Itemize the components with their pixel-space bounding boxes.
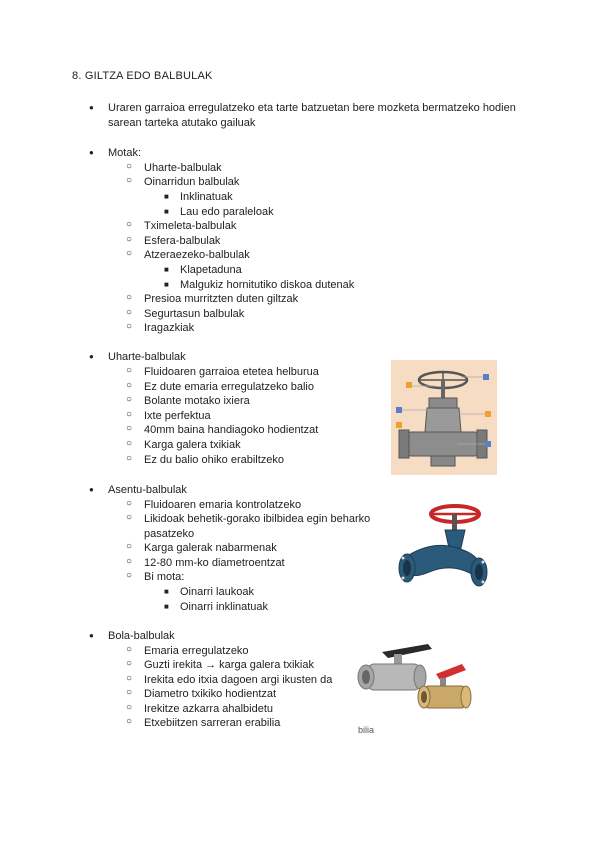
list-item: ○ Likidoak behetik-gorako ibilbidea egin beharko xyxy=(144,512,370,526)
list-item: ○ Bolante motako ixiera xyxy=(144,394,250,408)
list-item: ○ Guzti irekita → karga galera txikiak xyxy=(144,658,314,672)
list-item: ○ Fluidoaren emaria kontrolatzeko xyxy=(144,498,301,512)
list-item: ■ Klapetaduna xyxy=(180,263,242,277)
globe-valve-image xyxy=(393,496,493,594)
motak-label: ● Motak: xyxy=(108,146,141,160)
intro-line-1: ● Uraren garraioa erregulatzeko eta tarte batzuetan bere mozketa bermatzeko hodien xyxy=(108,101,516,115)
list-item: ■ Lau edo paraleloak xyxy=(180,205,274,219)
list-item: ○ Tximeleta-balbulak xyxy=(144,219,236,233)
list-item: ○ Karga galerak nabarmenak xyxy=(144,541,277,555)
list-item: ○ 12-80 mm-ko diametroentzat xyxy=(144,556,285,570)
section-title: 8. GILTZA EDO BALBULAK xyxy=(72,70,213,82)
list-item: ○ Uharte-balbulak xyxy=(144,161,222,175)
asentu-label: ● Asentu-balbulak xyxy=(108,483,187,497)
ball-valve-image xyxy=(354,636,472,724)
list-item: ○ Iragazkiak xyxy=(144,321,194,335)
list-item: ○ Esfera-balbulak xyxy=(144,234,220,248)
list-item-continuation: pasatzeko xyxy=(144,528,195,540)
list-item: ○ Fluidoaren garraioa etetea helburua xyxy=(144,365,319,379)
intro-line-2: sarean tarteka atutako gailuak xyxy=(108,117,256,129)
list-item: ■ Oinarri laukoak xyxy=(180,585,254,599)
list-item: ○ Etxebiitzen sarreran erabilia xyxy=(144,716,280,730)
list-item: ○ Emaria erregulatzeko xyxy=(144,644,249,658)
list-item: ○ Bi mota: xyxy=(144,570,184,584)
bola-label: ● Bola-balbulak xyxy=(108,629,175,643)
list-item: ○ Segurtasun balbulak xyxy=(144,307,244,321)
list-item: ○ Ez du balio ohiko erabiltzeko xyxy=(144,453,284,467)
list-item: ○ Karga galera txikiak xyxy=(144,438,241,452)
list-item: ○ Atzeraezeko-balbulak xyxy=(144,248,250,262)
list-item: ○ Diametro txikiko hodientzat xyxy=(144,687,276,701)
list-item: ○ Irekita edo itxia dagoen argi ikusten da xyxy=(144,673,332,687)
list-item: ○ Oinarridun balbulak xyxy=(144,175,239,189)
list-item: ○ Irekitze azkarra ahalbidetu xyxy=(144,702,273,716)
list-item: ■ Malgukiz hornitutiko diskoa dutenak xyxy=(180,278,354,292)
list-item: ■ Oinarri inklinatuak xyxy=(180,600,268,614)
gate-valve-diagram xyxy=(391,360,497,475)
uharte-label: ● Uharte-balbulak xyxy=(108,350,186,364)
list-item: ○ 40mm baina handiagoko hodientzat xyxy=(144,423,318,437)
image-caption: bilia xyxy=(358,725,375,735)
list-item: ○ Ez dute emaria erregulatzeko balio xyxy=(144,380,314,394)
list-item: ○ Ixte perfektua xyxy=(144,409,211,423)
list-item: ○ Presioa murritzten duten giltzak xyxy=(144,292,298,306)
list-item: ■ Inklinatuak xyxy=(180,190,233,204)
